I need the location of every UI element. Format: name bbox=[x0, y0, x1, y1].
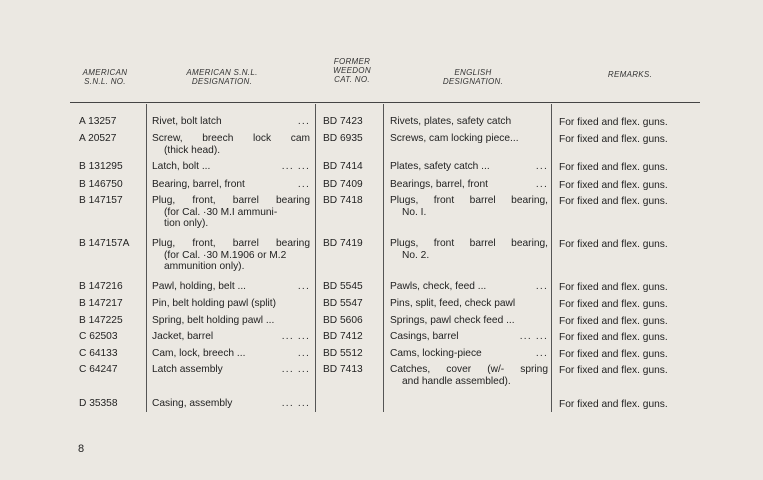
english-text: Plugs, front barrel bearing, bbox=[390, 195, 548, 206]
english-text: Catches, cover (w/- spring bbox=[390, 364, 548, 375]
header-american-snl-designation bbox=[172, 68, 272, 86]
designation-text: Casing, assembly bbox=[152, 398, 233, 409]
designation-line bbox=[152, 331, 310, 343]
english-designation-cell bbox=[390, 315, 548, 327]
english-continuation: No. 2. bbox=[402, 249, 430, 261]
english-text: Plates, safety catch ... bbox=[390, 161, 490, 172]
weedon-cat-cell: BD 6935 bbox=[323, 133, 363, 144]
designation-cell bbox=[152, 315, 310, 327]
english-designation-cell bbox=[390, 133, 548, 145]
designation-cell bbox=[152, 238, 310, 273]
english-line bbox=[390, 364, 548, 376]
english-text: Pins, split, feed, check pawl bbox=[390, 298, 516, 309]
english-text: Cams, locking-piece bbox=[390, 348, 482, 359]
english-designation-cell bbox=[390, 298, 548, 310]
leader-dots: ... bbox=[535, 179, 548, 190]
designation-cell bbox=[152, 281, 310, 293]
designation-line bbox=[152, 315, 310, 327]
english-line bbox=[390, 238, 548, 250]
english-text: Pawls, check, feed ... bbox=[390, 281, 487, 292]
designation-continuation: (for Cal. ·30 M.I ammuni- bbox=[164, 206, 278, 218]
page-number: 8 bbox=[78, 443, 85, 455]
leader-dots: ... bbox=[297, 281, 310, 292]
remarks-cell: For fixed and flex. guns. bbox=[559, 399, 668, 410]
remarks-cell: For fixed and flex. guns. bbox=[559, 349, 668, 360]
leader-dots: ... ... bbox=[281, 398, 310, 409]
english-designation-cell bbox=[390, 195, 548, 218]
designation-text: Jacket, barrel bbox=[152, 331, 214, 342]
english-designation-cell bbox=[390, 281, 548, 293]
english-line bbox=[390, 298, 548, 310]
snl-number-cell: C 62503 bbox=[79, 331, 118, 342]
english-text: Springs, pawl check feed ... bbox=[390, 315, 515, 326]
header-line: CAT. NO. bbox=[334, 75, 370, 84]
remarks-cell: For fixed and flex. guns. bbox=[559, 180, 668, 191]
designation-line bbox=[152, 348, 310, 360]
designation-text: Latch, bolt ... bbox=[152, 161, 211, 172]
designation-line bbox=[152, 298, 310, 310]
snl-number-cell: A 20527 bbox=[79, 133, 117, 144]
leader-dots: ... ... bbox=[519, 331, 548, 342]
snl-number-cell: B 147216 bbox=[79, 281, 123, 292]
snl-number-cell: B 147157 bbox=[79, 195, 123, 206]
weedon-cat-cell: BD 5512 bbox=[323, 348, 363, 359]
weedon-cat-cell: BD 7413 bbox=[323, 364, 363, 375]
snl-number-cell: C 64247 bbox=[79, 364, 118, 375]
remarks-cell: For fixed and flex. guns. bbox=[559, 316, 668, 327]
english-text: Casings, barrel bbox=[390, 331, 459, 342]
remarks-cell: For fixed and flex. guns. bbox=[559, 162, 668, 173]
english-continuation: No. I. bbox=[402, 206, 427, 218]
weedon-cat-cell: BD 5545 bbox=[323, 281, 363, 292]
header-line: FORMER bbox=[333, 57, 371, 66]
remarks-cell: For fixed and flex. guns. bbox=[559, 239, 668, 250]
designation-cell bbox=[152, 398, 310, 410]
designation-cell bbox=[152, 364, 310, 376]
designation-cell bbox=[152, 116, 310, 128]
designation-line bbox=[152, 133, 310, 145]
weedon-cat-cell: BD 7418 bbox=[323, 195, 363, 206]
header-line: AMERICAN bbox=[82, 68, 128, 77]
header-remarks bbox=[590, 70, 670, 79]
snl-number-cell: A 13257 bbox=[79, 116, 117, 127]
designation-continuation: (for Cal. ·30 M.1906 or M.2 bbox=[164, 249, 287, 261]
designation-line bbox=[152, 398, 310, 410]
leader-dots: ... bbox=[535, 281, 548, 292]
english-designation-cell bbox=[390, 348, 548, 360]
english-designation-cell bbox=[390, 161, 548, 173]
leader-dots: ... bbox=[535, 161, 548, 172]
designation-cell bbox=[152, 195, 310, 230]
english-line bbox=[390, 195, 548, 207]
snl-number-cell: C 64133 bbox=[79, 348, 118, 359]
weedon-cat-cell: BD 7423 bbox=[323, 116, 363, 127]
english-line bbox=[390, 281, 548, 293]
english-designation-cell bbox=[390, 364, 548, 387]
english-text: Screws, cam locking piece... bbox=[390, 133, 519, 144]
header-line: DESIGNATION. bbox=[442, 77, 504, 86]
designation-text: Spring, belt holding pawl ... bbox=[152, 315, 275, 326]
designation-text: Latch assembly bbox=[152, 364, 223, 375]
remarks-cell: For fixed and flex. guns. bbox=[559, 282, 668, 293]
header-line: AMERICAN S.N.L. bbox=[186, 68, 258, 77]
designation-text: Plug, front, barrel bearing bbox=[152, 195, 310, 206]
english-text: Plugs, front barrel bearing, bbox=[390, 238, 548, 249]
designation-text: Screw, breech lock cam bbox=[152, 133, 310, 144]
designation-line bbox=[152, 179, 310, 191]
weedon-cat-cell: BD 7419 bbox=[323, 238, 363, 249]
leader-dots: ... ... bbox=[281, 161, 310, 172]
designation-cell bbox=[152, 331, 310, 343]
snl-number-cell: B 147157A bbox=[79, 238, 130, 249]
snl-number-cell: B 147217 bbox=[79, 298, 123, 309]
english-designation-cell bbox=[390, 331, 548, 343]
designation-line bbox=[152, 195, 310, 207]
designation-cell bbox=[152, 348, 310, 360]
designation-continuation: (thick head). bbox=[164, 144, 221, 156]
english-line bbox=[390, 161, 548, 173]
leader-dots: ... ... bbox=[281, 364, 310, 375]
english-line bbox=[390, 331, 548, 343]
designation-cell bbox=[152, 179, 310, 191]
english-line bbox=[390, 348, 548, 360]
designation-line bbox=[152, 364, 310, 376]
header-line: S.N.L. NO. bbox=[84, 77, 126, 86]
designation-text: Rivet, bolt latch bbox=[152, 116, 222, 127]
leader-dots: ... bbox=[535, 348, 548, 359]
column-divider bbox=[551, 104, 552, 412]
weedon-cat-cell: BD 7409 bbox=[323, 179, 363, 190]
column-divider bbox=[383, 104, 384, 412]
snl-number-cell: D 35358 bbox=[79, 398, 118, 409]
english-text: Rivets, plates, safety catch bbox=[390, 116, 512, 127]
designation-line bbox=[152, 116, 310, 128]
header-line: DESIGNATION. bbox=[191, 77, 253, 86]
header-former-weedon-cat-no bbox=[318, 57, 386, 84]
leader-dots: ... bbox=[297, 348, 310, 359]
weedon-cat-cell: BD 7414 bbox=[323, 161, 363, 172]
remarks-cell: For fixed and flex. guns. bbox=[559, 365, 668, 376]
designation-text: Cam, lock, breech ... bbox=[152, 348, 246, 359]
remarks-cell: For fixed and flex. guns. bbox=[559, 134, 668, 145]
column-divider bbox=[146, 104, 147, 412]
weedon-cat-cell: BD 5547 bbox=[323, 298, 363, 309]
leader-dots: ... bbox=[297, 116, 310, 127]
weedon-cat-cell: BD 7412 bbox=[323, 331, 363, 342]
designation-text: Pawl, holding, belt ... bbox=[152, 281, 247, 292]
remarks-cell: For fixed and flex. guns. bbox=[559, 299, 668, 310]
english-designation-cell bbox=[390, 238, 548, 261]
designation-text: Bearing, barrel, front bbox=[152, 179, 245, 190]
header-line: ENGLISH bbox=[454, 68, 492, 77]
leader-dots: ... bbox=[297, 179, 310, 190]
header-rule bbox=[70, 102, 700, 103]
english-designation-cell bbox=[390, 179, 548, 191]
designation-line bbox=[152, 281, 310, 293]
header-line: WEEDON bbox=[333, 66, 371, 75]
english-continuation: and handle assembled). bbox=[402, 375, 511, 387]
snl-number-cell: B 147225 bbox=[79, 315, 123, 326]
leader-dots: ... ... bbox=[281, 331, 310, 342]
header-english-designation bbox=[425, 68, 521, 86]
snl-number-cell: B 131295 bbox=[79, 161, 123, 172]
designation-line bbox=[152, 161, 310, 173]
english-designation-cell bbox=[390, 116, 548, 128]
remarks-cell: For fixed and flex. guns. bbox=[559, 196, 668, 207]
english-text: Bearings, barrel, front bbox=[390, 179, 488, 190]
english-line bbox=[390, 179, 548, 191]
designation-continuation: tion only). bbox=[164, 218, 209, 230]
snl-number-cell: B 146750 bbox=[79, 179, 123, 190]
designation-continuation: ammunition only). bbox=[164, 261, 245, 273]
designation-cell bbox=[152, 133, 310, 156]
weedon-cat-cell: BD 5606 bbox=[323, 315, 363, 326]
english-line bbox=[390, 133, 548, 145]
header-line: REMARKS. bbox=[607, 70, 653, 79]
remarks-cell: For fixed and flex. guns. bbox=[559, 117, 668, 128]
english-line bbox=[390, 315, 548, 327]
remarks-cell: For fixed and flex. guns. bbox=[559, 332, 668, 343]
column-divider bbox=[315, 104, 316, 412]
designation-line bbox=[152, 238, 310, 250]
designation-cell bbox=[152, 161, 310, 173]
designation-text: Plug, front, barrel bearing bbox=[152, 238, 310, 249]
designation-cell bbox=[152, 298, 310, 310]
header-american-snl-no bbox=[72, 68, 138, 86]
designation-text: Pin, belt holding pawl (split) bbox=[152, 298, 277, 309]
english-line bbox=[390, 116, 548, 128]
